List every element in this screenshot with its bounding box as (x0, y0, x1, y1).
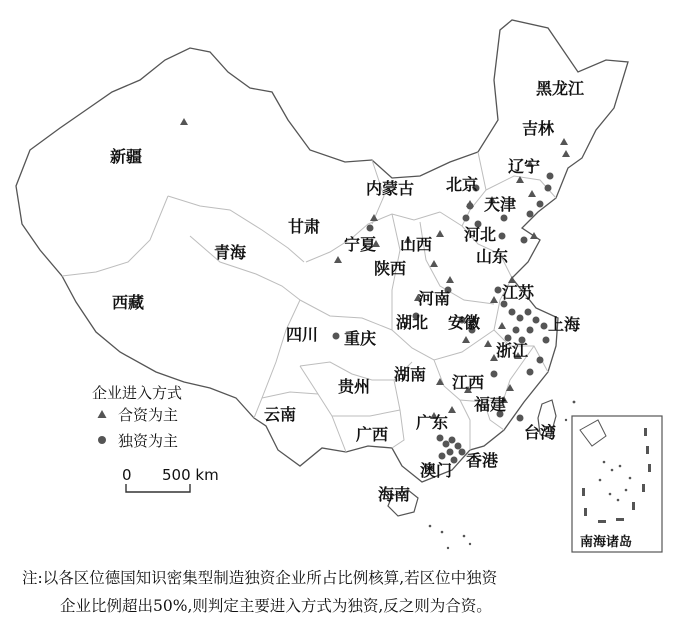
wfoe-marker (455, 443, 462, 450)
label-guangxi: 广西 (356, 425, 389, 444)
label-hainan: 海南 (378, 485, 411, 504)
label-ningxia: 宁夏 (344, 235, 377, 254)
label-fujian: 福建 (474, 395, 507, 414)
label-shanxi: 山西 (400, 235, 433, 254)
label-aomen: 澳门 (420, 461, 453, 480)
wfoe-marker (501, 215, 508, 222)
wfoe-marker (533, 317, 540, 324)
footnote (22, 564, 662, 620)
label-hebei: 河北 (464, 225, 497, 244)
scale-zero: 0 (122, 466, 132, 484)
wfoe-marker (367, 225, 374, 232)
wfoe-marker (541, 323, 548, 330)
wfoe-marker (437, 435, 444, 442)
wfoe-marker (527, 211, 534, 218)
wfoe-marker (443, 441, 450, 448)
scale-bar (126, 484, 190, 492)
legend-triangle-icon (98, 410, 107, 418)
label-gansu: 甘肃 (288, 217, 321, 236)
label-jilin: 吉林 (522, 119, 555, 138)
wfoe-marker (439, 453, 446, 460)
label-hubei: 湖北 (396, 313, 429, 332)
wfoe-marker (333, 333, 340, 340)
legend-title: 企业进入方式 (92, 384, 183, 402)
label-beijing: 北京 (446, 175, 479, 194)
label-xizang: 西藏 (112, 293, 145, 312)
label-tianjin: 天津 (484, 195, 517, 214)
wfoe-marker (545, 185, 552, 192)
wfoe-marker (525, 309, 532, 316)
wfoe-marker (463, 215, 470, 222)
wfoe-marker (467, 203, 474, 210)
label-shaanxi: 陕西 (374, 259, 407, 278)
wfoe-marker (527, 369, 534, 376)
legend (92, 384, 219, 492)
label-xinjiang: 新疆 (110, 147, 143, 166)
label-henan: 河南 (418, 289, 451, 308)
scale-distance: 500 km (162, 466, 219, 484)
label-heilongjiang: 黑龙江 (536, 79, 585, 98)
wfoe-marker (517, 315, 524, 322)
wfoe-marker (495, 287, 502, 294)
legend-circle-icon (98, 436, 106, 444)
wfoe-marker (527, 327, 534, 334)
wfoe-marker (537, 357, 544, 364)
label-jiangsu: 江苏 (502, 283, 535, 302)
inset-title: 南海诸岛 (580, 535, 633, 550)
wfoe-marker (509, 309, 516, 316)
label-zhejiang: 浙江 (496, 341, 529, 360)
label-guangdong: 广东 (416, 413, 449, 432)
label-shandong: 山东 (476, 247, 509, 266)
label-anhui: 安徽 (448, 313, 481, 332)
label-sichuan: 四川 (286, 325, 319, 344)
footnote-line-2: 企业比例超出50%,则判定主要进入方式为独资,反之则为合资。 (60, 597, 492, 615)
legend-jv-label: 合资为主 (118, 406, 179, 424)
wfoe-marker (499, 233, 506, 240)
label-shanghai: 上海 (548, 315, 581, 334)
wfoe-marker (521, 237, 528, 244)
wfoe-marker (513, 327, 520, 334)
label-neimenggu: 内蒙古 (366, 179, 415, 198)
south-china-sea-inset (572, 416, 662, 552)
label-hunan: 湖南 (394, 365, 427, 384)
label-qinghai: 青海 (214, 243, 247, 262)
wfoe-marker (543, 337, 550, 344)
wfoe-marker (491, 371, 498, 378)
wfoe-marker (547, 173, 554, 180)
wfoe-marker (449, 437, 456, 444)
label-chongqing: 重庆 (344, 329, 377, 348)
label-jiangxi: 江西 (452, 373, 485, 392)
legend-wfoe-label: 独资为主 (118, 432, 179, 450)
label-xianggang: 香港 (466, 451, 499, 470)
label-taiwan: 台湾 (524, 423, 557, 442)
label-guizhou: 贵州 (338, 377, 371, 396)
label-liaoning: 辽宁 (508, 157, 541, 176)
wfoe-marker (447, 449, 454, 456)
wfoe-marker (537, 201, 544, 208)
wfoe-marker (517, 415, 524, 422)
label-yunnan: 云南 (264, 405, 297, 424)
footnote-line-1: 注:以各区位德国知识密集型制造独资企业所占比例核算,若区位中独资 (22, 569, 498, 587)
wfoe-marker (459, 449, 466, 456)
